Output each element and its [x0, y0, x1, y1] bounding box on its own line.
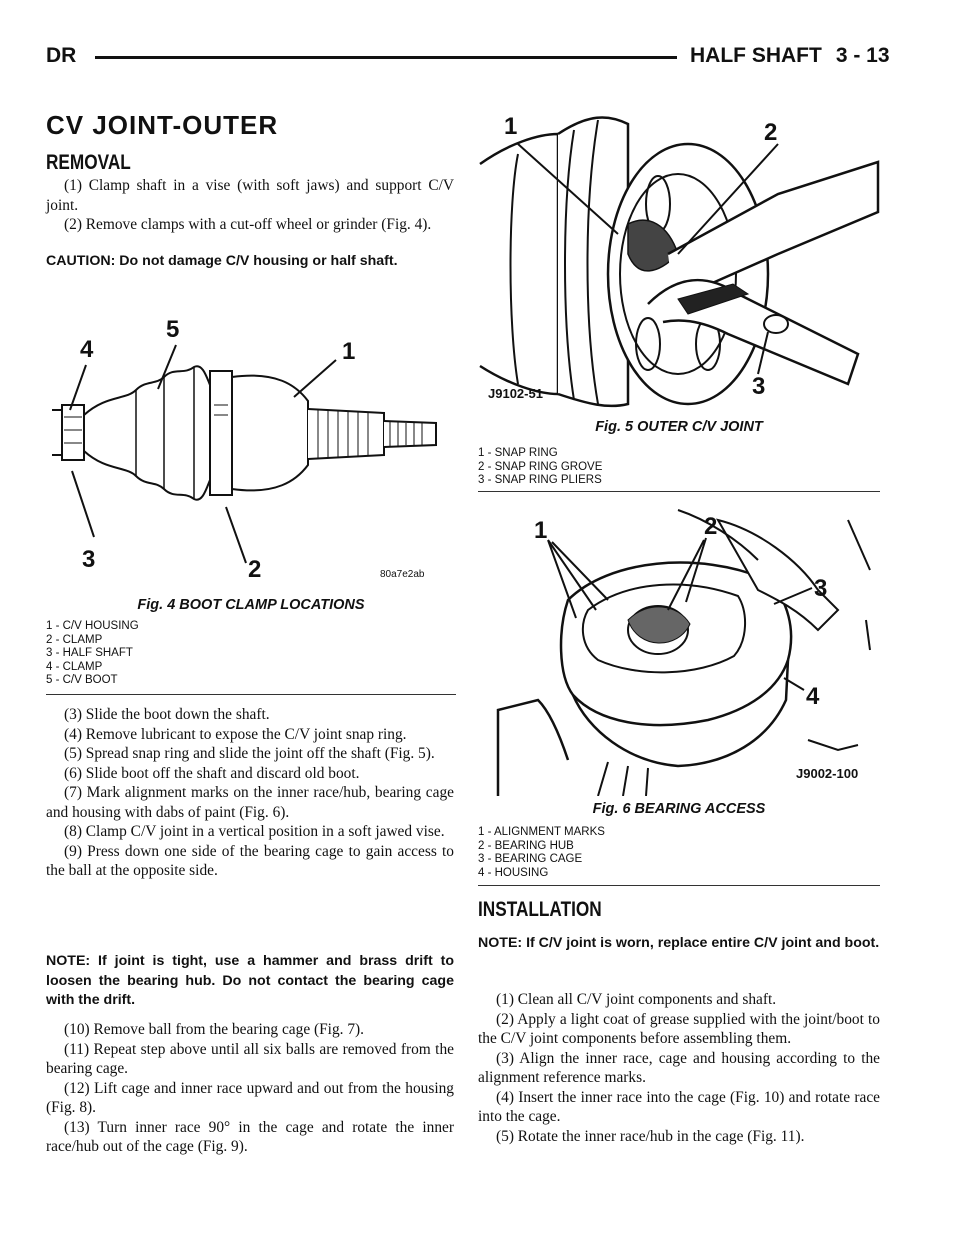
fig4-rule — [46, 694, 456, 695]
fig4-illustration — [46, 305, 456, 595]
installation-steps — [478, 990, 880, 1146]
step: (5) Rotate the inner race/hub in the cage (Fig. 11). — [496, 1127, 805, 1145]
fig5-rule — [478, 491, 880, 492]
fig5-illustration — [478, 104, 880, 414]
legend-item: 3 - HALF SHAFT — [46, 647, 133, 660]
step: (4) Remove lubricant to expose the C/V joint snap ring. — [64, 725, 407, 743]
section-title: CV JOINT-OUTER — [46, 110, 279, 140]
removal-steps-a — [46, 176, 454, 235]
fig4-callout-1: 1 — [342, 338, 356, 365]
step: (6) Slide boot off the shaft and discard old boot. — [64, 764, 360, 782]
installation-heading: INSTALLATION — [478, 898, 602, 921]
fig4-title: Fig. 4 BOOT CLAMP LOCATIONS — [137, 597, 365, 613]
removal-steps-c — [46, 1020, 454, 1157]
legend-item: 2 - SNAP RING GROVE — [478, 460, 603, 473]
fig4-callout-4: 4 — [80, 336, 94, 363]
header-section-code: DR — [46, 44, 77, 67]
fig5-title: Fig. 5 OUTER C/V JOINT — [595, 419, 763, 435]
step: (2) Remove clamps with a cut-off wheel or grinder (Fig. 4). — [64, 216, 432, 233]
step: (12) Lift cage and inner race upward and out from the housing (Fig. 8). — [46, 1079, 454, 1116]
step: (2) Apply a light coat of grease supplied with the joint/boot to the C/V joint components before assembling them. — [478, 1010, 880, 1047]
legend-item: 4 - HOUSING — [478, 866, 549, 879]
step: (1) Clamp shaft in a vise (with soft jaws) and support C/V joint. — [46, 177, 454, 214]
fig6-callout-4: 4 — [806, 683, 820, 710]
header-rule — [95, 56, 677, 59]
fig6-legend — [478, 826, 605, 880]
legend-item: 4 - CLAMP — [46, 660, 103, 673]
fig6-illustration — [478, 500, 880, 796]
step: (7) Mark alignment marks on the inner race/hub, bearing cage and housing with dabs of paint (Fig. 6). — [46, 784, 454, 821]
step: (13) Turn inner race 90° in the cage and rotate the inner race/hub out of the cage (Fig. 9). — [46, 1118, 454, 1155]
step: (3) Align the inner race, cage and housing according to the alignment reference marks. — [478, 1049, 880, 1086]
header-page-number: 3 - 13 — [835, 44, 890, 67]
legend-item: 1 - C/V HOUSING — [46, 620, 139, 632]
installation-note: NOTE: If C/V joint is worn, replace entire C/V joint and boot. — [478, 935, 880, 951]
header-title: HALF SHAFT — [690, 44, 822, 67]
legend-item: 2 - BEARING HUB — [478, 839, 574, 852]
caution-text: CAUTION: Do not damage C/V housing or half shaft. — [46, 253, 398, 269]
fig6-rule — [478, 885, 880, 886]
legend-item: 3 - BEARING CAGE — [478, 853, 583, 866]
fig4-callout-2: 2 — [248, 556, 262, 583]
removal-note: NOTE: If joint is tight, use a hammer and brass drift to loosen the bearing hub. Do not contact the bearing cage with the drift. — [46, 953, 454, 1008]
fig4-code: 80a7e2ab — [380, 569, 425, 580]
fig6-callout-3: 3 — [814, 575, 828, 602]
legend-item: 1 - SNAP RING — [478, 447, 558, 459]
fig4-callout-3: 3 — [82, 546, 96, 573]
legend-item: 1 - ALIGNMENT MARKS — [478, 826, 605, 838]
fig5-callout-2: 2 — [764, 119, 778, 146]
fig5-callout-1: 1 — [504, 113, 518, 140]
step: (11) Repeat step above until all six balls are removed from the bearing cage. — [46, 1040, 454, 1077]
fig4-callout-5: 5 — [166, 316, 180, 343]
fig6-callout-1: 1 — [534, 517, 548, 544]
fig6-code: J9002-100 — [796, 766, 859, 781]
fig5-code: J9102-51 — [488, 386, 543, 401]
step: (5) Spread snap ring and slide the joint off the shaft (Fig. 5). — [64, 745, 435, 762]
step: (9) Press down one side of the bearing cage to gain access to the ball at the opposite side. — [46, 842, 454, 879]
legend-item: 2 - CLAMP — [46, 633, 103, 646]
removal-steps-b — [46, 705, 454, 881]
step: (10) Remove ball from the bearing cage (Fig. 7). — [64, 1021, 365, 1038]
step: (3) Slide the boot down the shaft. — [64, 706, 270, 723]
fig6-callout-2: 2 — [704, 513, 718, 540]
removal-heading: REMOVAL — [46, 151, 131, 174]
legend-item: 5 - C/V BOOT — [46, 674, 118, 687]
fig5-legend — [478, 447, 602, 488]
fig6-title: Fig. 6 BEARING ACCESS — [592, 801, 766, 817]
step: (1) Clean all C/V joint components and shaft. — [496, 991, 777, 1008]
legend-item: 3 - SNAP RING PLIERS — [478, 474, 602, 487]
fig4-legend — [46, 620, 139, 688]
fig5-callout-3: 3 — [752, 373, 766, 400]
header-right — [690, 44, 890, 68]
step: (8) Clamp C/V joint in a vertical position in a soft jawed vise. — [64, 823, 445, 840]
step: (4) Insert the inner race into the cage (Fig. 10) and rotate race into the cage. — [478, 1088, 880, 1125]
